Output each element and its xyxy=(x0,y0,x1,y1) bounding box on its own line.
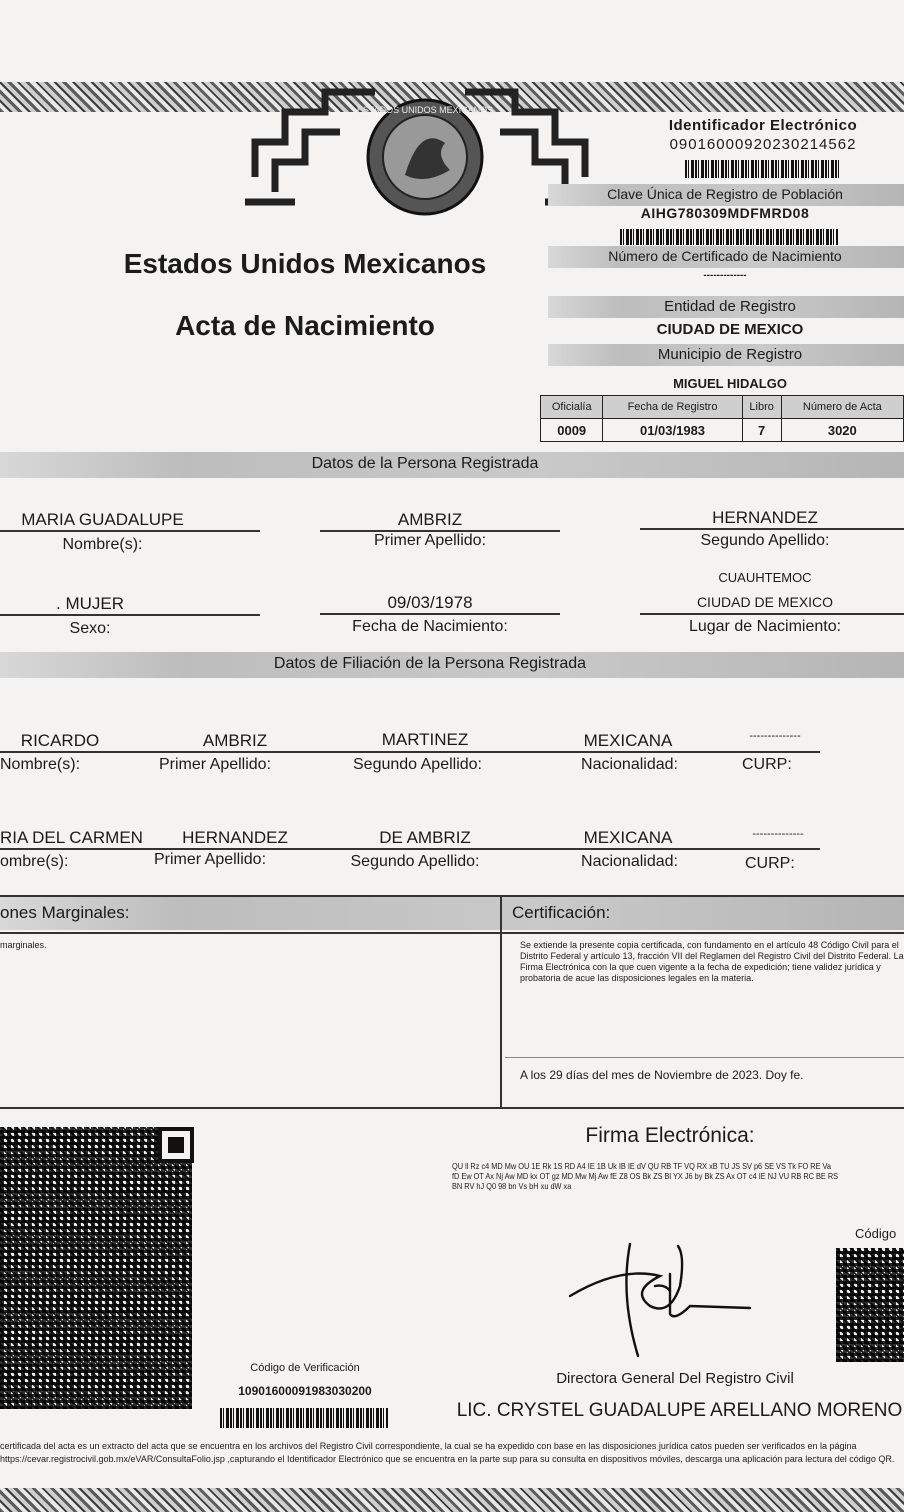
madre-nacionalidad: MEXICANA xyxy=(583,828,673,847)
firma-hash: QU ll Rz c4 MD Mw OU 1E Rk 1S RD A4 IE 1B Uk IB IE dV QU RB TF VQ RX xB TU JS SV p6 SE VS Tk FO RE Va fD Ew OT Ax Nj Aw MD kx OT gz MD Mw Mj Aw fE Z8 OS Bk ZS Bl YX J6 by Bk ZS Ax OT c4 IE NJ VU RB RC BE RS BN RV hJ Q0 98 bn Vs bH xu dW xa xyxy=(452,1162,839,1191)
padre-curp: -------------- xyxy=(749,730,801,742)
madre-primer-label: Primer Apellido: xyxy=(153,851,267,868)
certificacion-title: Certificación: xyxy=(512,903,611,922)
padre-nombre-label: Nombre(s): xyxy=(0,756,81,773)
sexo-label: Sexo: xyxy=(69,620,111,637)
entidad-label: Entidad de Registro xyxy=(664,298,796,315)
anotaciones-title: ones Marginales: xyxy=(0,903,130,922)
madre-segundo-label: Segundo Apellido: xyxy=(350,853,480,870)
filiacion-section-title: Datos de Filiación de la Persona Registrada xyxy=(273,655,587,672)
padre-nombre: RICARDO xyxy=(20,731,100,750)
bottom-border-pattern xyxy=(0,1488,904,1512)
fecha-nacimiento-label: Fecha de Nacimiento: xyxy=(352,618,508,635)
document-title: Acta de Nacimiento xyxy=(175,310,435,341)
padre-curp-label: CURP: xyxy=(742,756,792,773)
table-header: Oficialía xyxy=(541,396,603,419)
qr-code-icon xyxy=(836,1248,904,1362)
entidad-value: CIUDAD DE MEXICO xyxy=(656,321,804,338)
table-header: Número de Acta xyxy=(781,396,903,419)
padre-segundo-apellido: MARTINEZ xyxy=(381,730,469,749)
directora-name: LIC. CRYSTEL GUADALUPE ARELLANO MORENO xyxy=(456,1400,903,1421)
padre-primer-label: Primer Apellido: xyxy=(158,756,272,773)
curp-label: Clave Única de Registro de Población xyxy=(607,186,843,202)
codigo-label: Código xyxy=(855,1226,897,1241)
certificacion-text: Se extiende la presente copia certificada, con fundamento en el artículo 48 Código Civil para el Distrito Federal y artículo 13, fracción VII del Reglamen del Registro Civil del Distrito Federal. La Firma Electrónica con la que cuen vigente a la fecha de expedición; tiene validez jurídica y probatoria de acue las disposiciones legales en la materia. xyxy=(520,940,904,983)
persona-nombre: MARIA GUADALUPE xyxy=(21,510,184,529)
madre-curp: -------------- xyxy=(752,828,804,840)
registro-table xyxy=(540,395,904,442)
padre-nacionalidad: MEXICANA xyxy=(583,731,673,750)
table-header: Libro xyxy=(742,396,781,419)
padre-primer-apellido: AMBRIZ xyxy=(202,731,268,750)
table-cell: 01/03/1983 xyxy=(603,419,742,442)
identificador-value: 09016000920230214562 xyxy=(669,136,857,153)
persona-section-title: Datos de la Persona Registrada xyxy=(311,455,539,472)
madre-curp-label: CURP: xyxy=(745,855,795,872)
certificacion-fecha: A los 29 días del mes de Noviembre de 2023. Doy fe. xyxy=(520,1068,804,1082)
table-header: Fecha de Registro xyxy=(603,396,742,419)
table-cell: 7 xyxy=(742,419,781,442)
barcode-icon xyxy=(685,160,840,178)
verificacion-label: Código de Verificación xyxy=(250,1362,360,1374)
certificado-value: ------------- xyxy=(703,270,747,281)
table-cell: 3020 xyxy=(781,419,903,442)
anotaciones-text: marginales. xyxy=(0,940,47,950)
madre-nombre-label: ombre(s): xyxy=(0,853,69,870)
country-title: Estados Unidos Mexicanos xyxy=(123,248,487,279)
madre-segundo-apellido: DE AMBRIZ xyxy=(379,828,471,847)
municipio-label: Municipio de Registro xyxy=(657,346,803,363)
persona-lugar-line1: CUAUHTEMOC xyxy=(718,570,812,585)
segundo-apellido-label: Segundo Apellido: xyxy=(700,532,830,549)
directora-title: Directora General Del Registro Civil xyxy=(556,1370,794,1387)
seal-text: ESTADOS UNIDOS MEXICANOS xyxy=(356,105,494,115)
padre-nacionalidad-label: Nacionalidad: xyxy=(581,756,678,773)
persona-primer-apellido: AMBRIZ xyxy=(397,510,463,529)
persona-segundo-apellido: HERNANDEZ xyxy=(712,508,818,527)
barcode-icon xyxy=(220,1408,388,1428)
persona-sexo: . MUJER xyxy=(56,594,124,613)
certificado-label: Número de Certificado de Nacimiento xyxy=(608,248,842,264)
barcode-icon xyxy=(620,229,838,245)
firma-title: Firma Electrónica: xyxy=(585,1124,755,1147)
municipio-value: MIGUEL HIDALGO xyxy=(673,376,787,391)
signature-icon xyxy=(560,1236,780,1366)
persona-lugar-line2: CIUDAD DE MEXICO xyxy=(696,594,834,610)
table-cell: 0009 xyxy=(541,419,603,442)
identificador-label: Identificador Electrónico xyxy=(668,117,858,134)
nombre-label: Nombre(s): xyxy=(62,536,143,553)
curp-value: AIHG780309MDFMRD08 xyxy=(640,205,810,221)
madre-nombre: RIA DEL CARMEN xyxy=(0,828,143,847)
madre-primer-apellido: HERNANDEZ xyxy=(182,828,288,847)
national-seal-icon xyxy=(356,95,494,220)
qr-code-icon xyxy=(0,1127,192,1409)
madre-nacionalidad-label: Nacionalidad: xyxy=(581,853,678,870)
footer-text: certificada del acta es un extracto del acta que se encuentra en los archivos del Registro Civil correspondiente, la cual se ha expedido con base en las disposiciones jurídica catos pueden ser verificados en la página https://cevar.registrocivil.gob.mx/eVAR/ConsultaFolio.jsp ,capturando el Identificador Electrónico que se encuentra en la parte sup para su consulta en dispositivos móviles, descarga una aplicación para lectura del código QR. xyxy=(0,1441,895,1464)
padre-segundo-label: Segundo Apellido: xyxy=(353,756,482,773)
verificacion-value: 10901600091983030200 xyxy=(238,1384,372,1398)
lugar-nacimiento-label: Lugar de Nacimiento: xyxy=(688,618,842,635)
persona-fecha-nacimiento: 09/03/1978 xyxy=(387,593,473,612)
primer-apellido-label: Primer Apellido: xyxy=(373,532,487,549)
